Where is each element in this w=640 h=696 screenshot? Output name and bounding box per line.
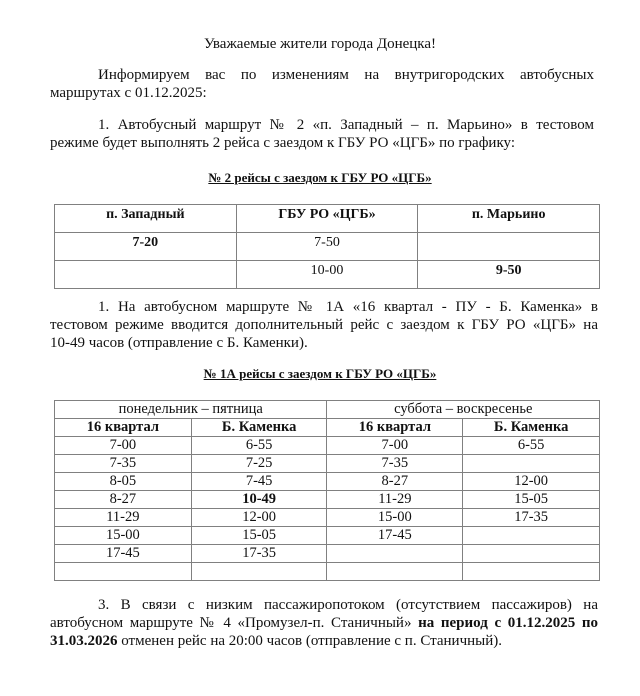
- table-row: [55, 233, 600, 261]
- table-cell: 8-27: [327, 473, 463, 491]
- header-cell: Б. Каменка: [191, 419, 327, 437]
- table-row: [55, 509, 600, 527]
- table-cell: 12-00: [191, 509, 327, 527]
- table-row: [55, 455, 600, 473]
- item3-line: [50, 632, 598, 650]
- table-cell: 7-35: [327, 455, 463, 473]
- item3-end-date: 31.03.2026: [50, 633, 118, 649]
- table-row: [55, 491, 600, 509]
- table2-caption: № 1А рейсы с заездом к ГБУ РО «ЦГБ»: [203, 366, 437, 381]
- header-cell: 16 квартал: [327, 419, 463, 437]
- table-cell: 17-45: [55, 545, 192, 563]
- table-cell: 7-50: [236, 233, 418, 261]
- table-row: [55, 563, 600, 581]
- table-cell: [418, 233, 600, 261]
- table-cell: 7-45: [191, 473, 327, 491]
- table-cell: 9-50: [418, 261, 600, 289]
- table-cell: 15-05: [191, 527, 327, 545]
- table-cell: 7-20: [55, 233, 237, 261]
- table-cell: 10-49: [191, 491, 327, 509]
- table-header-row: [55, 205, 600, 233]
- header-cell: Б. Каменка: [463, 419, 600, 437]
- table-cell: 15-00: [327, 509, 463, 527]
- table-row: [55, 473, 600, 491]
- item3-line: [50, 614, 598, 632]
- table-cell: [463, 545, 600, 563]
- table-cell: 17-35: [463, 509, 600, 527]
- item3-text: отменен рейс на 20:00 часов (отправление с п. Станичный).: [117, 633, 502, 649]
- table-row: [55, 261, 600, 289]
- table-cell: 15-00: [55, 527, 192, 545]
- table-cell: 17-35: [191, 545, 327, 563]
- intro-line: маршрутах с 01.12.2025:: [50, 85, 207, 101]
- table-row: [55, 545, 600, 563]
- table-cell: [191, 563, 327, 581]
- table-row: [55, 527, 600, 545]
- table-cell: 11-29: [55, 509, 192, 527]
- table-cell: [463, 527, 600, 545]
- table-row: [55, 437, 600, 455]
- table-cell: 7-35: [55, 455, 192, 473]
- item2-line: 1. На автобусном маршруте № 1А «16 квартал - ПУ - Б. Каменка» в: [98, 299, 598, 315]
- table-cell: 15-05: [463, 491, 600, 509]
- table-cell: [55, 261, 237, 289]
- group-weekdays: понедельник – пятница: [55, 401, 327, 419]
- header-cell: п. Западный: [55, 205, 237, 233]
- table-cell: 17-45: [327, 527, 463, 545]
- table-cell: 6-55: [191, 437, 327, 455]
- group-weekend: суббота – воскресенье: [327, 401, 600, 419]
- table-cell: 7-25: [191, 455, 327, 473]
- table-cell: [463, 563, 600, 581]
- table-cell: [463, 455, 600, 473]
- header-cell: п. Марьино: [418, 205, 600, 233]
- item2-line: 10-49 часов (отправление с Б. Каменки).: [50, 335, 308, 351]
- intro-paragraph: [50, 66, 594, 102]
- item3-period-highlight: на период с 01.12.2025 по: [418, 615, 599, 631]
- item2-line: тестовом режиме вводится дополнительный рейс с заездом к ГБУ РО «ЦГБ» на: [50, 317, 598, 333]
- intro-line: Информируем вас по изменениям на внутригородских автобусных: [98, 67, 594, 83]
- table-cell: 8-27: [55, 491, 192, 509]
- item3-paragraph: [50, 596, 598, 650]
- route1a-schedule-table: [54, 400, 600, 581]
- table-cell: 11-29: [327, 491, 463, 509]
- table-cell: 8-05: [55, 473, 192, 491]
- table-cell: [327, 563, 463, 581]
- table-cell: 6-55: [463, 437, 600, 455]
- item3-text: автобусном маршруте № 4 «Промузел-п. Станичный»: [50, 615, 419, 631]
- item1-paragraph: [50, 116, 594, 152]
- table-header-row: [55, 419, 600, 437]
- item3-line: 3. В связи с низким пассажиропотоком (отсутствием пассажиров) на: [98, 597, 598, 613]
- table-cell: 7-00: [55, 437, 192, 455]
- table1-caption: № 2 рейсы с заездом к ГБУ РО «ЦГБ»: [208, 170, 432, 185]
- table-cell: 12-00: [463, 473, 600, 491]
- table-cell: 7-00: [327, 437, 463, 455]
- header-cell: ГБУ РО «ЦГБ»: [236, 205, 418, 233]
- table-cell: 10-00: [236, 261, 418, 289]
- table-cell: [55, 563, 192, 581]
- table-cell: [327, 545, 463, 563]
- page-title: Уважаемые жители города Донецка!: [203, 36, 437, 52]
- item2-paragraph: [50, 298, 598, 352]
- item1-line: режиме будет выполнять 2 рейса с заездом к ГБУ РО «ЦГБ» по графику:: [50, 135, 515, 151]
- item1-line: 1. Автобусный маршрут № 2 «п. Западный – п. Марьино» в тестовом: [98, 117, 594, 133]
- route2-schedule-table: [54, 204, 600, 289]
- table-group-row: [55, 401, 600, 419]
- header-cell: 16 квартал: [55, 419, 192, 437]
